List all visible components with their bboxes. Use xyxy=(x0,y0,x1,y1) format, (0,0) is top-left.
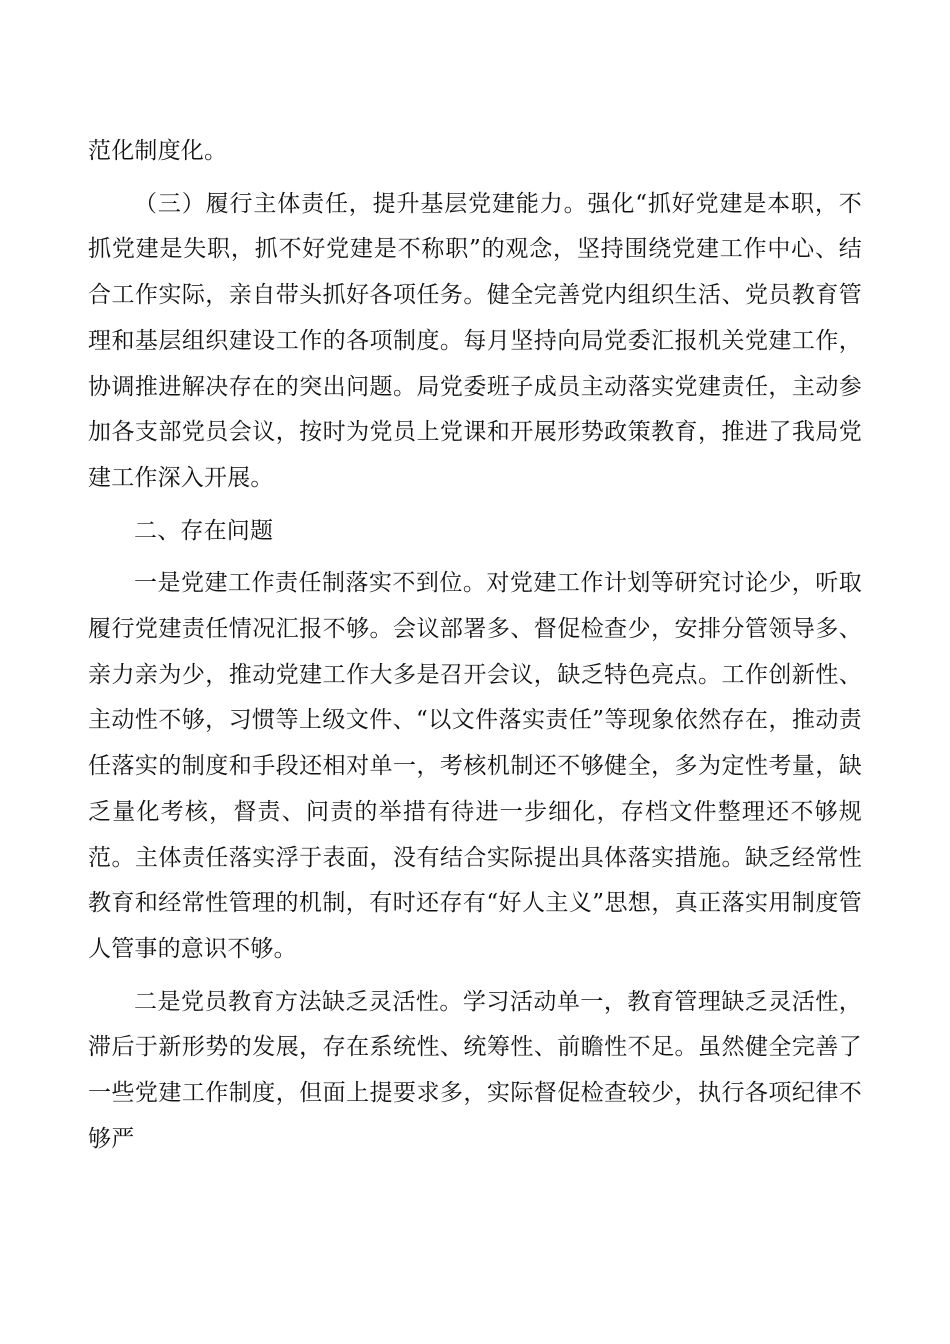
paragraph-section-three: （三）履行主体责任，提升基层党建能力。强化“抓好党建是本职，不抓党建是失职，抓不好党建是不称职”的观念，坚持围绕党建工作中心、结合工作实际，亲自带头抓好各项任务。健全完善党内组织生活、党员教育管理和基层组织建设工作的各项制度。每月坚持向局党委汇报机关党建工作，协调推进解决存在的突出问题。局党委班子成员主动落实党建责任，主动参加各支部党员会议，按时为党员上党课和开展形势政策教育，推进了我局党建工作深入开展。 xyxy=(88,190,862,491)
paragraph-problem-two: 二是党员教育方法缺乏灵活性。学习活动单一，教育管理缺乏灵活性，滞后于新形势的发展，存在系统性、统筹性、前瞻性不足。虽然健全完善了一些党建工作制度，但面上提要求多，实际督促检查较少，执行各项纪律不够严 xyxy=(88,988,862,1152)
paragraph-problem-one: 一是党建工作责任制落实不到位。对党建工作计划等研究讨论少，听取履行党建责任情况汇报不够。会议部署多、督促检查少，安排分管领导多、亲力亲为少，推动党建工作大多是召开会议，缺乏特色亮点。工作创新性、主动性不够，习惯等上级文件、“以文件落实责任”等现象依然存在，推动责任落实的制度和手段还相对单一，考核机制还不够健全，多为定性考量，缺乏量化考核，督责、问责的举措有待进一步细化，存档文件整理还不够规范。主体责任落实浮于表面，没有结合实际提出具体落实措施。缺乏经常性教育和经常性管理的机制，有时还存有“好人主义”思想，真正落实用制度管人管事的意识不够。 xyxy=(88,570,862,962)
section-heading-problems: 二、存在问题 xyxy=(134,517,274,544)
paragraph-continuation: 范化制度化。 xyxy=(88,138,228,164)
document-body xyxy=(88,129,862,1162)
